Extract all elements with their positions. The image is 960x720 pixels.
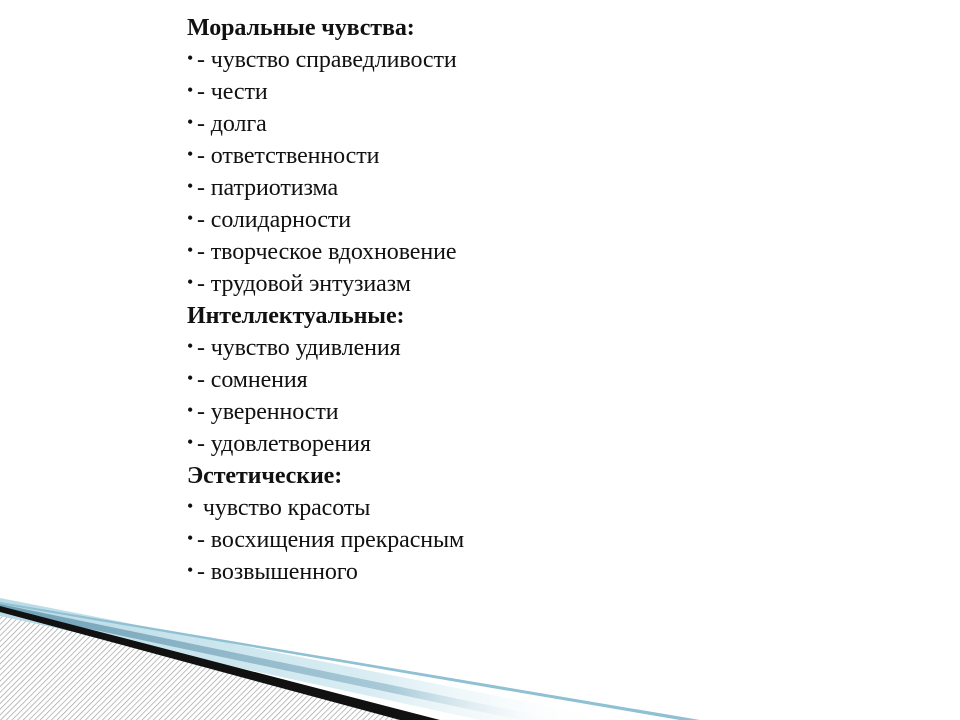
list-item-text: - сомнения <box>197 367 308 393</box>
list-item-text: - удовлетворения <box>197 431 371 457</box>
list-item <box>187 44 707 76</box>
list-item-text: - чувство справедливости <box>197 47 457 73</box>
bullet-icon: • <box>187 432 194 452</box>
list-item-text: - чести <box>197 79 268 105</box>
list-item <box>187 140 707 172</box>
list-item-text: - долга <box>197 111 267 137</box>
list-item <box>187 108 707 140</box>
list-item-text: - чувство удивления <box>197 335 401 361</box>
bullet-icon: • <box>187 528 194 548</box>
list-item <box>187 76 707 108</box>
section-intellectual <box>187 300 707 460</box>
decorative-stripes <box>0 590 960 720</box>
section-heading: Эстетические: <box>187 463 343 489</box>
section-heading: Интеллектуальные: <box>187 303 405 329</box>
bullet-icon: • <box>187 336 194 356</box>
list-item <box>187 268 707 300</box>
bullet-icon: • <box>187 272 194 292</box>
section-heading: Моральные чувства: <box>187 15 415 41</box>
list-item-text: - творческое вдохновение <box>197 239 457 265</box>
section-aesthetic <box>187 460 707 588</box>
bullet-icon: • <box>187 368 194 388</box>
list-item <box>187 556 707 588</box>
list-item-text: - патриотизма <box>197 175 339 201</box>
list-item <box>187 428 707 460</box>
list-item <box>187 364 707 396</box>
list-item-text: - уверенности <box>197 399 339 425</box>
list-item <box>187 236 707 268</box>
bullet-icon: • <box>187 208 194 228</box>
list-item <box>187 492 707 524</box>
section-moral <box>187 12 707 300</box>
bullet-icon: • <box>187 112 194 132</box>
list-item-text: - ответственности <box>197 143 380 169</box>
bullet-icon: • <box>187 400 194 420</box>
list-item-text: - солидарности <box>197 207 352 233</box>
list-item-text: - трудовой энтузиазм <box>197 271 411 297</box>
list-item-text: - восхищения прекрасным <box>197 527 465 553</box>
bullet-icon: • <box>187 496 194 516</box>
bullet-icon: • <box>187 176 194 196</box>
list-item-text: чувство красоты <box>197 495 371 521</box>
slide-content <box>187 12 707 588</box>
list-item <box>187 524 707 556</box>
list-item <box>187 172 707 204</box>
list-item <box>187 332 707 364</box>
bullet-icon: • <box>187 560 194 580</box>
bullet-icon: • <box>187 80 194 100</box>
bullet-icon: • <box>187 144 194 164</box>
list-item <box>187 396 707 428</box>
list-item <box>187 204 707 236</box>
list-item-text: - возвышенного <box>197 559 358 585</box>
bullet-icon: • <box>187 48 194 68</box>
bullet-icon: • <box>187 240 194 260</box>
